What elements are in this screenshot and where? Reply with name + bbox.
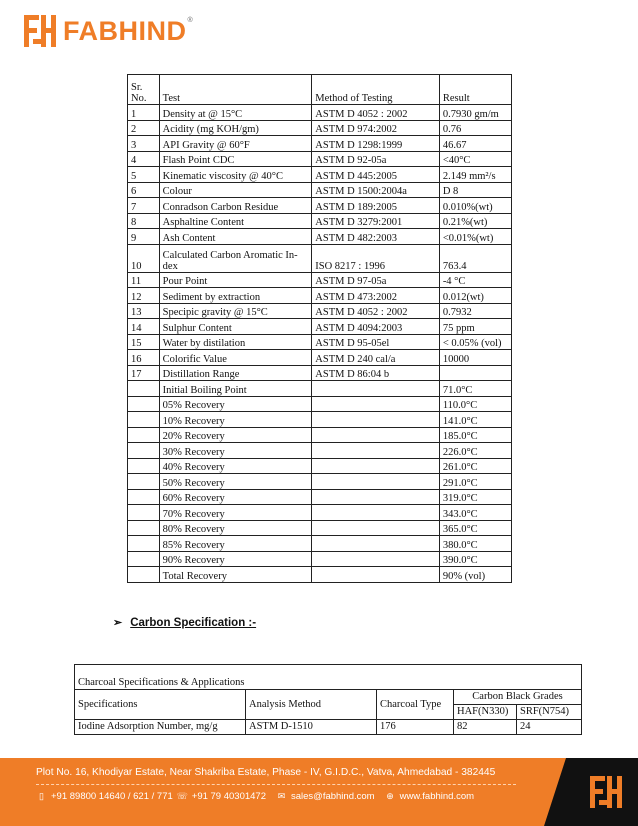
cell-result: 390.0°C (439, 551, 511, 567)
cell-test: Pour Point (159, 272, 312, 288)
cell-result: 71.0°C (439, 381, 511, 397)
cell-method (312, 458, 440, 474)
header-carbon-black-grades: Carbon Black Grades (454, 690, 582, 705)
cell-sr-no: 14 (128, 319, 160, 335)
cell-method: ASTM D 482:2003 (312, 229, 440, 245)
cell-method (312, 567, 440, 583)
cell-result: -4 °C (439, 272, 511, 288)
table-caption: Charcoal Specifications & Applications (75, 665, 582, 690)
cell-result: 261.0°C (439, 458, 511, 474)
table-row (128, 213, 512, 229)
cell-method: ASTM D 189:2005 (312, 198, 440, 214)
cell-method: ASTM D 95-05el (312, 334, 440, 350)
cell-method (312, 474, 440, 490)
table-row (128, 151, 512, 167)
cell-result (439, 365, 511, 381)
cell-method (312, 489, 440, 505)
table-row (128, 474, 512, 490)
table-row (128, 412, 512, 428)
cell-sr-no: 13 (128, 303, 160, 319)
cell-sr-no (128, 381, 160, 397)
brand-name: FABHIND (63, 16, 187, 46)
brand-logo (24, 14, 193, 48)
header-method: Method of Testing (312, 75, 440, 105)
table-row (128, 272, 512, 288)
page-footer (0, 758, 638, 826)
cell-method (312, 520, 440, 536)
cell-sr-no (128, 551, 160, 567)
registered-mark: ® (187, 16, 193, 24)
table-row (128, 244, 512, 272)
cell-sr-no: 3 (128, 136, 160, 152)
cell-sr-no (128, 396, 160, 412)
cell-method: ASTM D 97-05a (312, 272, 440, 288)
header-row (75, 690, 582, 705)
cell-test: 10% Recovery (159, 412, 312, 428)
caption-row (75, 665, 582, 690)
cell-method (312, 551, 440, 567)
table-row (128, 120, 512, 136)
cell-test: 50% Recovery (159, 474, 312, 490)
cell-result: 90% (vol) (439, 567, 511, 583)
table-row (128, 105, 512, 121)
cell-method: ASTM D 1500:2004a (312, 182, 440, 198)
cell-result: 291.0°C (439, 474, 511, 490)
footer-address: Plot No. 16, Khodiyar Estate, Near Shakriba Estate, Phase - IV, G.I.D.C., Vatva, Ahmedabad - 382445 (36, 767, 496, 778)
charcoal-spec-table (74, 664, 582, 735)
cell-result: 226.0°C (439, 443, 511, 459)
cell-result: 0.012(wt) (439, 288, 511, 304)
cell-result: 46.67 (439, 136, 511, 152)
cell-result: D 8 (439, 182, 511, 198)
table-row (128, 443, 512, 459)
cell-test: 40% Recovery (159, 458, 312, 474)
cell-test: Kinematic viscosity @ 40°C (159, 167, 312, 183)
email-icon: ✉ (277, 791, 286, 801)
cell-sr-no (128, 443, 160, 459)
cell-method: ASTM D 1298:1999 (312, 136, 440, 152)
cell-test: Ash Content (159, 229, 312, 245)
cell-test: Colorific Value (159, 350, 312, 366)
table-row (128, 381, 512, 397)
cell-test: Sediment by extraction (159, 288, 312, 304)
test-results-table (127, 74, 512, 583)
cell-test: 20% Recovery (159, 427, 312, 443)
cell-result: 319.0°C (439, 489, 511, 505)
table-row (128, 229, 512, 245)
mobile-icon: ▯ (39, 791, 44, 801)
cell-test: 60% Recovery (159, 489, 312, 505)
cell-test: Density at @ 15°C (159, 105, 312, 121)
cell-sr-no: 5 (128, 167, 160, 183)
table-row (128, 551, 512, 567)
cell-sr-no: 6 (128, 182, 160, 198)
footer-corner-logo (566, 758, 638, 826)
table-row (128, 489, 512, 505)
cell-result: 0.010%(wt) (439, 198, 511, 214)
cell-haf: 82 (454, 720, 517, 735)
cell-result: 0.21%(wt) (439, 213, 511, 229)
cell-srf: 24 (517, 720, 582, 735)
cell-sr-no (128, 520, 160, 536)
cell-sr-no: 8 (128, 213, 160, 229)
cell-sr-no (128, 489, 160, 505)
cell-method: ASTM D 3279:2001 (312, 213, 440, 229)
cell-sr-no (128, 505, 160, 521)
cell-test: Specipic gravity @ 15°C (159, 303, 312, 319)
cell-result: 365.0°C (439, 520, 511, 536)
table-row (128, 303, 512, 319)
table-row (128, 288, 512, 304)
cell-test: 05% Recovery (159, 396, 312, 412)
table-row (128, 458, 512, 474)
cell-test: 90% Recovery (159, 551, 312, 567)
cell-result: 763.4 (439, 244, 511, 272)
cell-method (312, 381, 440, 397)
table-row (128, 350, 512, 366)
cell-sr-no: 15 (128, 334, 160, 350)
cell-test: Water by distilation (159, 334, 312, 350)
cell-sr-no: 4 (128, 151, 160, 167)
globe-icon: ⊕ (386, 791, 394, 801)
cell-result: 2.149 mm²/s (439, 167, 511, 183)
cell-sr-no: 10 (128, 244, 160, 272)
header-sr-no: Sr. No. (128, 75, 160, 105)
table-row (75, 720, 582, 735)
cell-sr-no: 11 (128, 272, 160, 288)
cell-method: ASTM D 86:04 b (312, 365, 440, 381)
cell-sr-no (128, 412, 160, 428)
footer-contacts (36, 791, 474, 802)
table-header-row (128, 75, 512, 105)
cell-result: 141.0°C (439, 412, 511, 428)
cell-sr-no: 12 (128, 288, 160, 304)
footer-divider (36, 784, 516, 785)
cell-test: 70% Recovery (159, 505, 312, 521)
cell-result: 0.76 (439, 120, 511, 136)
cell-sr-no (128, 474, 160, 490)
cell-method: ASTM D 4052 : 2002 (312, 303, 440, 319)
cell-sr-no: 16 (128, 350, 160, 366)
cell-test: Asphaltine Content (159, 213, 312, 229)
phone-icon: ☏ (176, 791, 188, 801)
cell-sr-no: 17 (128, 365, 160, 381)
fabhind-logo-icon (24, 15, 56, 47)
table-row (128, 334, 512, 350)
section-heading (113, 616, 256, 629)
cell-result: 0.7932 (439, 303, 511, 319)
header-srf: SRF(N754) (517, 705, 582, 720)
table-row (128, 505, 512, 521)
cell-method: ASTM D 240 cal/a (312, 350, 440, 366)
cell-test: 30% Recovery (159, 443, 312, 459)
cell-result: 75 ppm (439, 319, 511, 335)
cell-test: Conradson Carbon Residue (159, 198, 312, 214)
cell-method: ASTM D 92-05a (312, 151, 440, 167)
fabhind-footer-logo-icon (590, 776, 622, 808)
footer-mobile: +91 89800 14640 / 621 / 771 (51, 791, 173, 802)
cell-sr-no: 1 (128, 105, 160, 121)
cell-test: Acidity (mg KOH/gm) (159, 120, 312, 136)
cell-method: ASTM D-1510 (246, 720, 377, 735)
cell-sr-no: 7 (128, 198, 160, 214)
table-row (128, 396, 512, 412)
cell-result: <40°C (439, 151, 511, 167)
cell-method (312, 505, 440, 521)
header-test: Test (159, 75, 312, 105)
cell-test: 80% Recovery (159, 520, 312, 536)
cell-result: <0.01%(wt) (439, 229, 511, 245)
footer-website[interactable]: www.fabhind.com (399, 791, 475, 802)
footer-phone: +91 79 40301472 (191, 791, 266, 802)
cell-result: 0.7930 gm/m (439, 105, 511, 121)
cell-test: Calculated Carbon Aromatic In-dex (159, 244, 312, 272)
footer-email[interactable]: sales@fabhind.com (291, 791, 375, 802)
table-row (128, 136, 512, 152)
table-row (128, 198, 512, 214)
cell-sr-no: 9 (128, 229, 160, 245)
table-row (128, 365, 512, 381)
cell-test: Initial Boiling Point (159, 381, 312, 397)
cell-result: < 0.05% (vol) (439, 334, 511, 350)
cell-test: Distillation Range (159, 365, 312, 381)
header-analysis-method: Analysis Method (246, 690, 377, 720)
cell-method: ISO 8217 : 1996 (312, 244, 440, 272)
cell-spec: Iodine Adsorption Number, mg/g (75, 720, 246, 735)
cell-test: Sulphur Content (159, 319, 312, 335)
table-row (128, 167, 512, 183)
cell-result: 10000 (439, 350, 511, 366)
table-row (128, 520, 512, 536)
cell-method (312, 396, 440, 412)
cell-result: 110.0°C (439, 396, 511, 412)
cell-result: 185.0°C (439, 427, 511, 443)
header-result: Result (439, 75, 511, 105)
table-row (128, 319, 512, 335)
cell-test: Flash Point CDC (159, 151, 312, 167)
cell-method (312, 536, 440, 552)
cell-test: API Gravity @ 60°F (159, 136, 312, 152)
table-row (128, 567, 512, 583)
cell-sr-no: 2 (128, 120, 160, 136)
cell-test: Colour (159, 182, 312, 198)
cell-test: 85% Recovery (159, 536, 312, 552)
cell-sr-no (128, 458, 160, 474)
table-row (128, 427, 512, 443)
cell-method: ASTM D 445:2005 (312, 167, 440, 183)
cell-method: ASTM D 974:2002 (312, 120, 440, 136)
arrow-bullet-icon: ➢ (113, 617, 123, 629)
cell-method: ASTM D 4052 : 2002 (312, 105, 440, 121)
header-specifications: Specifications (75, 690, 246, 720)
cell-method (312, 427, 440, 443)
cell-sr-no (128, 427, 160, 443)
table-row (128, 536, 512, 552)
cell-method (312, 443, 440, 459)
cell-method: ASTM D 4094:2003 (312, 319, 440, 335)
section-title: Carbon Specification :- (130, 616, 257, 629)
cell-test: Total Recovery (159, 567, 312, 583)
header-charcoal-type: Charcoal Type (377, 690, 454, 720)
cell-method (312, 412, 440, 428)
cell-result: 380.0°C (439, 536, 511, 552)
cell-method: ASTM D 473:2002 (312, 288, 440, 304)
cell-sr-no (128, 536, 160, 552)
cell-result: 343.0°C (439, 505, 511, 521)
cell-sr-no (128, 567, 160, 583)
cell-type: 176 (377, 720, 454, 735)
table-row (128, 182, 512, 198)
header-haf: HAF(N330) (454, 705, 517, 720)
